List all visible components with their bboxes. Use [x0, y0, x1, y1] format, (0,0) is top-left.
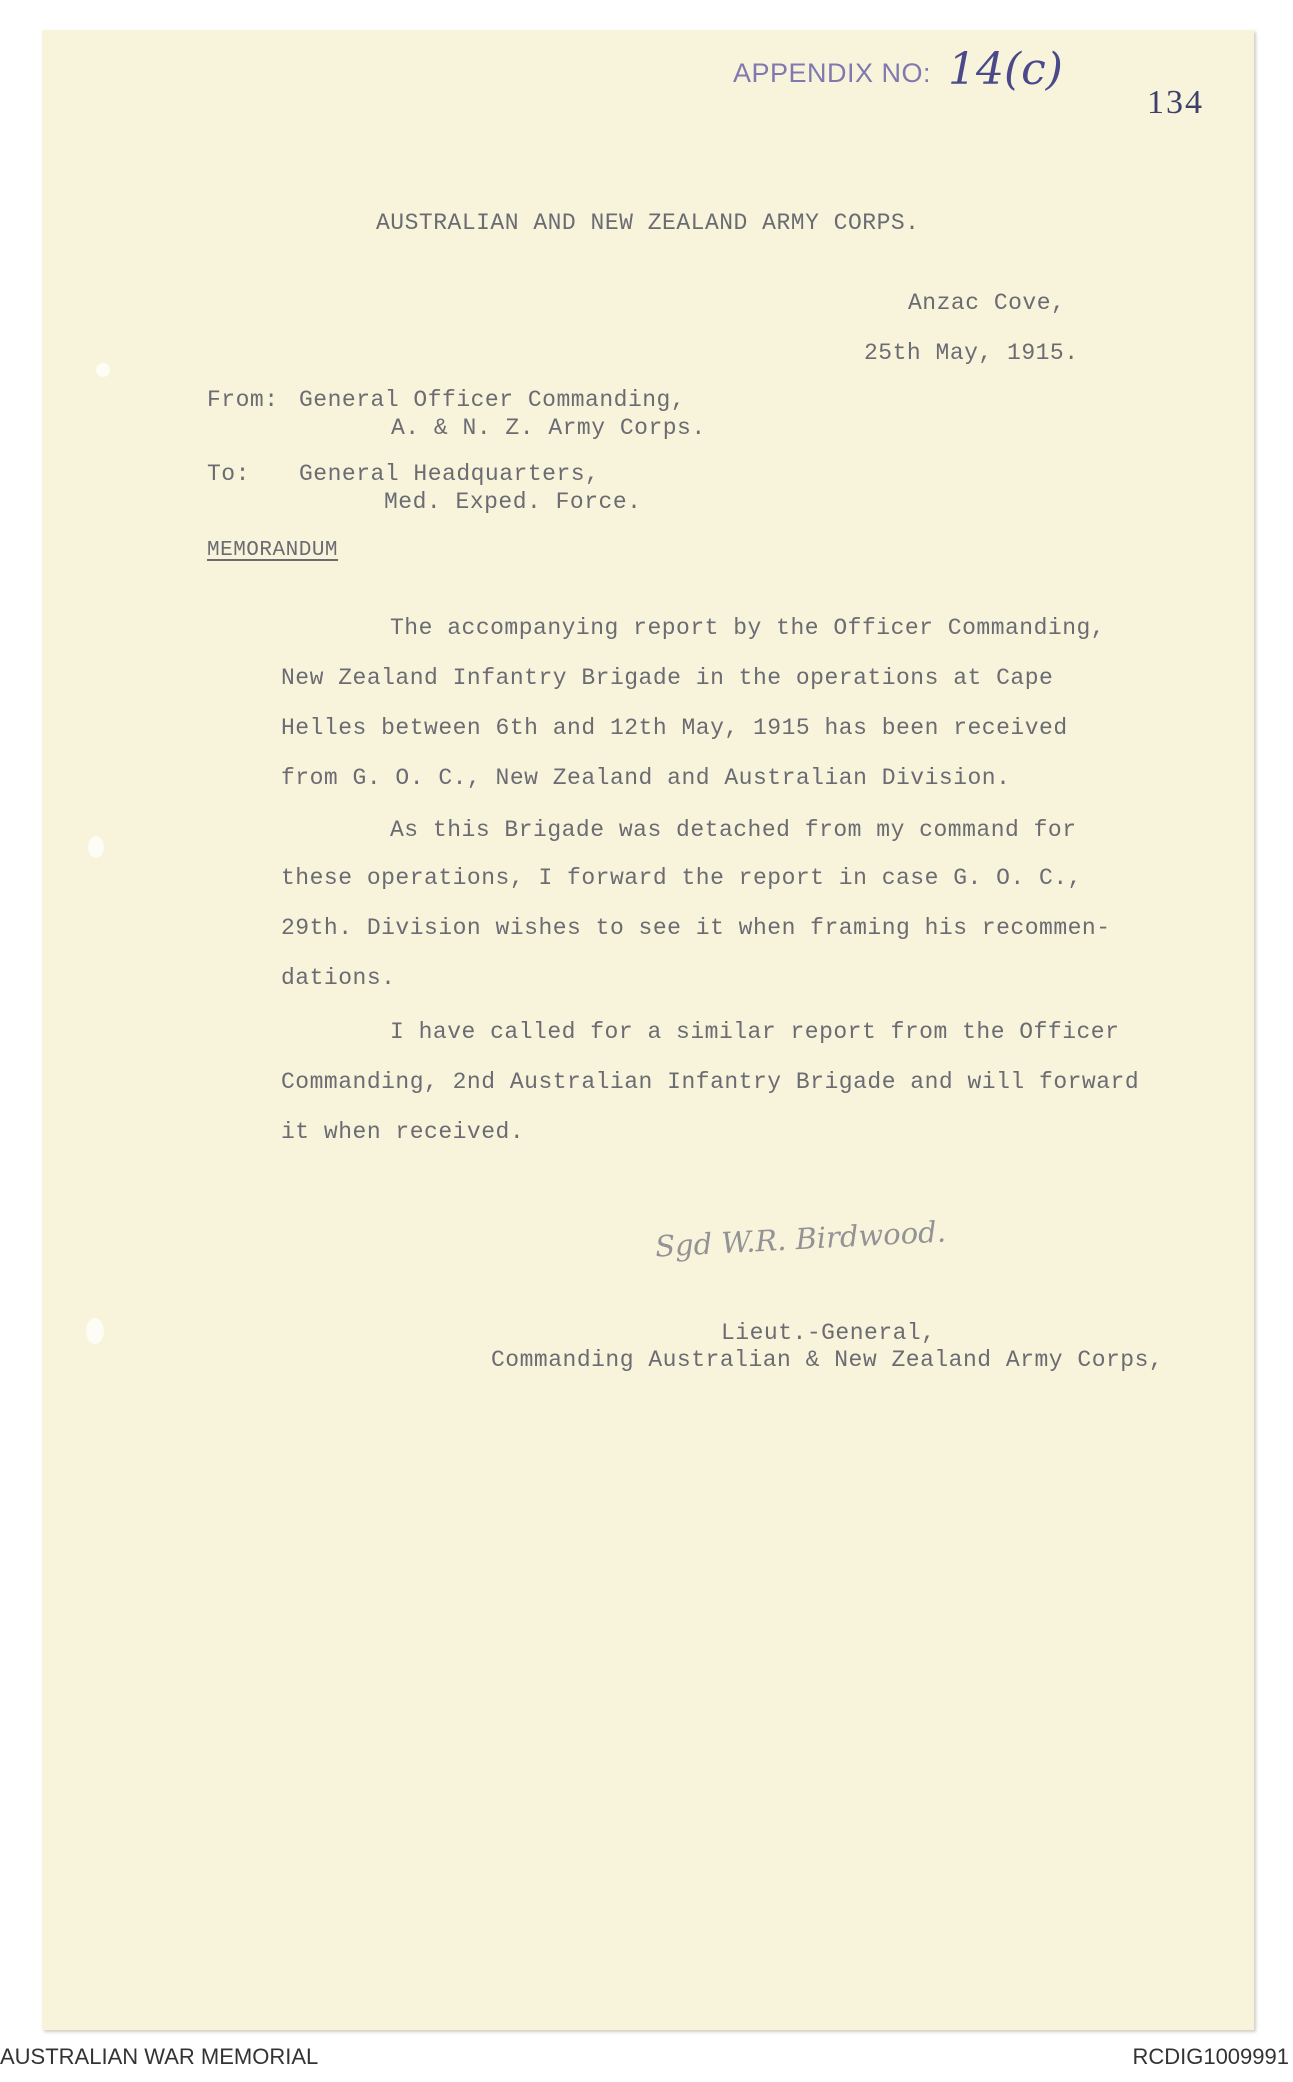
body-line: As this Brigade was detached from my command for — [390, 817, 1077, 843]
body-line: 29th. Division wishes to see it when framing his recommen- — [281, 915, 1111, 941]
date-line: 25th May, 1915. — [864, 340, 1079, 366]
footer-record-id: RCDIG1009991 — [1132, 2044, 1289, 2069]
paper-blemish — [86, 1318, 104, 1344]
body-line: from G. O. C., New Zealand and Australian Division. — [281, 765, 1011, 791]
document-heading: AUSTRALIAN AND NEW ZEALAND ARMY CORPS. — [376, 210, 920, 236]
body-line: Helles between 6th and 12th May, 1915 has been received — [281, 715, 1068, 741]
body-line: dations. — [281, 965, 396, 991]
to-line-2: Med. Exped. Force. — [384, 489, 642, 515]
place-line: Anzac Cove, — [908, 290, 1066, 316]
signatory-command: Commanding Australian & New Zealand Army Corps, — [491, 1347, 1164, 1373]
body-line: Commanding, 2nd Australian Infantry Brigade and will forward — [281, 1069, 1140, 1095]
paper-blemish — [88, 836, 104, 858]
footer-archive-name: AUSTRALIAN WAR MEMORIAL — [0, 2044, 319, 2069]
from-label: From: — [207, 387, 279, 413]
appendix-stamp-number: 14(c) — [948, 44, 1063, 95]
body-line: New Zealand Infantry Brigade in the operations at Cape — [281, 665, 1054, 691]
paper-blemish — [96, 363, 110, 377]
memo-title: MEMORANDUM — [207, 539, 339, 562]
from-line-1: General Officer Commanding, — [299, 387, 686, 413]
from-line-2: A. & N. Z. Army Corps. — [391, 415, 706, 441]
body-line: these operations, I forward the report in case G. O. C., — [281, 865, 1082, 891]
folio-number: 134 — [1147, 84, 1204, 121]
to-label: To: — [207, 461, 250, 487]
appendix-stamp-label: APPENDIX NO: — [733, 58, 932, 88]
signatory-rank: Lieut.-General, — [721, 1320, 936, 1346]
body-line: The accompanying report by the Officer Commanding, — [390, 615, 1106, 641]
to-line-1: General Headquarters, — [299, 461, 600, 487]
body-line: I have called for a similar report from the Officer — [390, 1019, 1120, 1045]
body-line: it when received. — [281, 1119, 525, 1145]
handwritten-signature: Sgd W.R. Birdwood. — [654, 1214, 947, 1264]
